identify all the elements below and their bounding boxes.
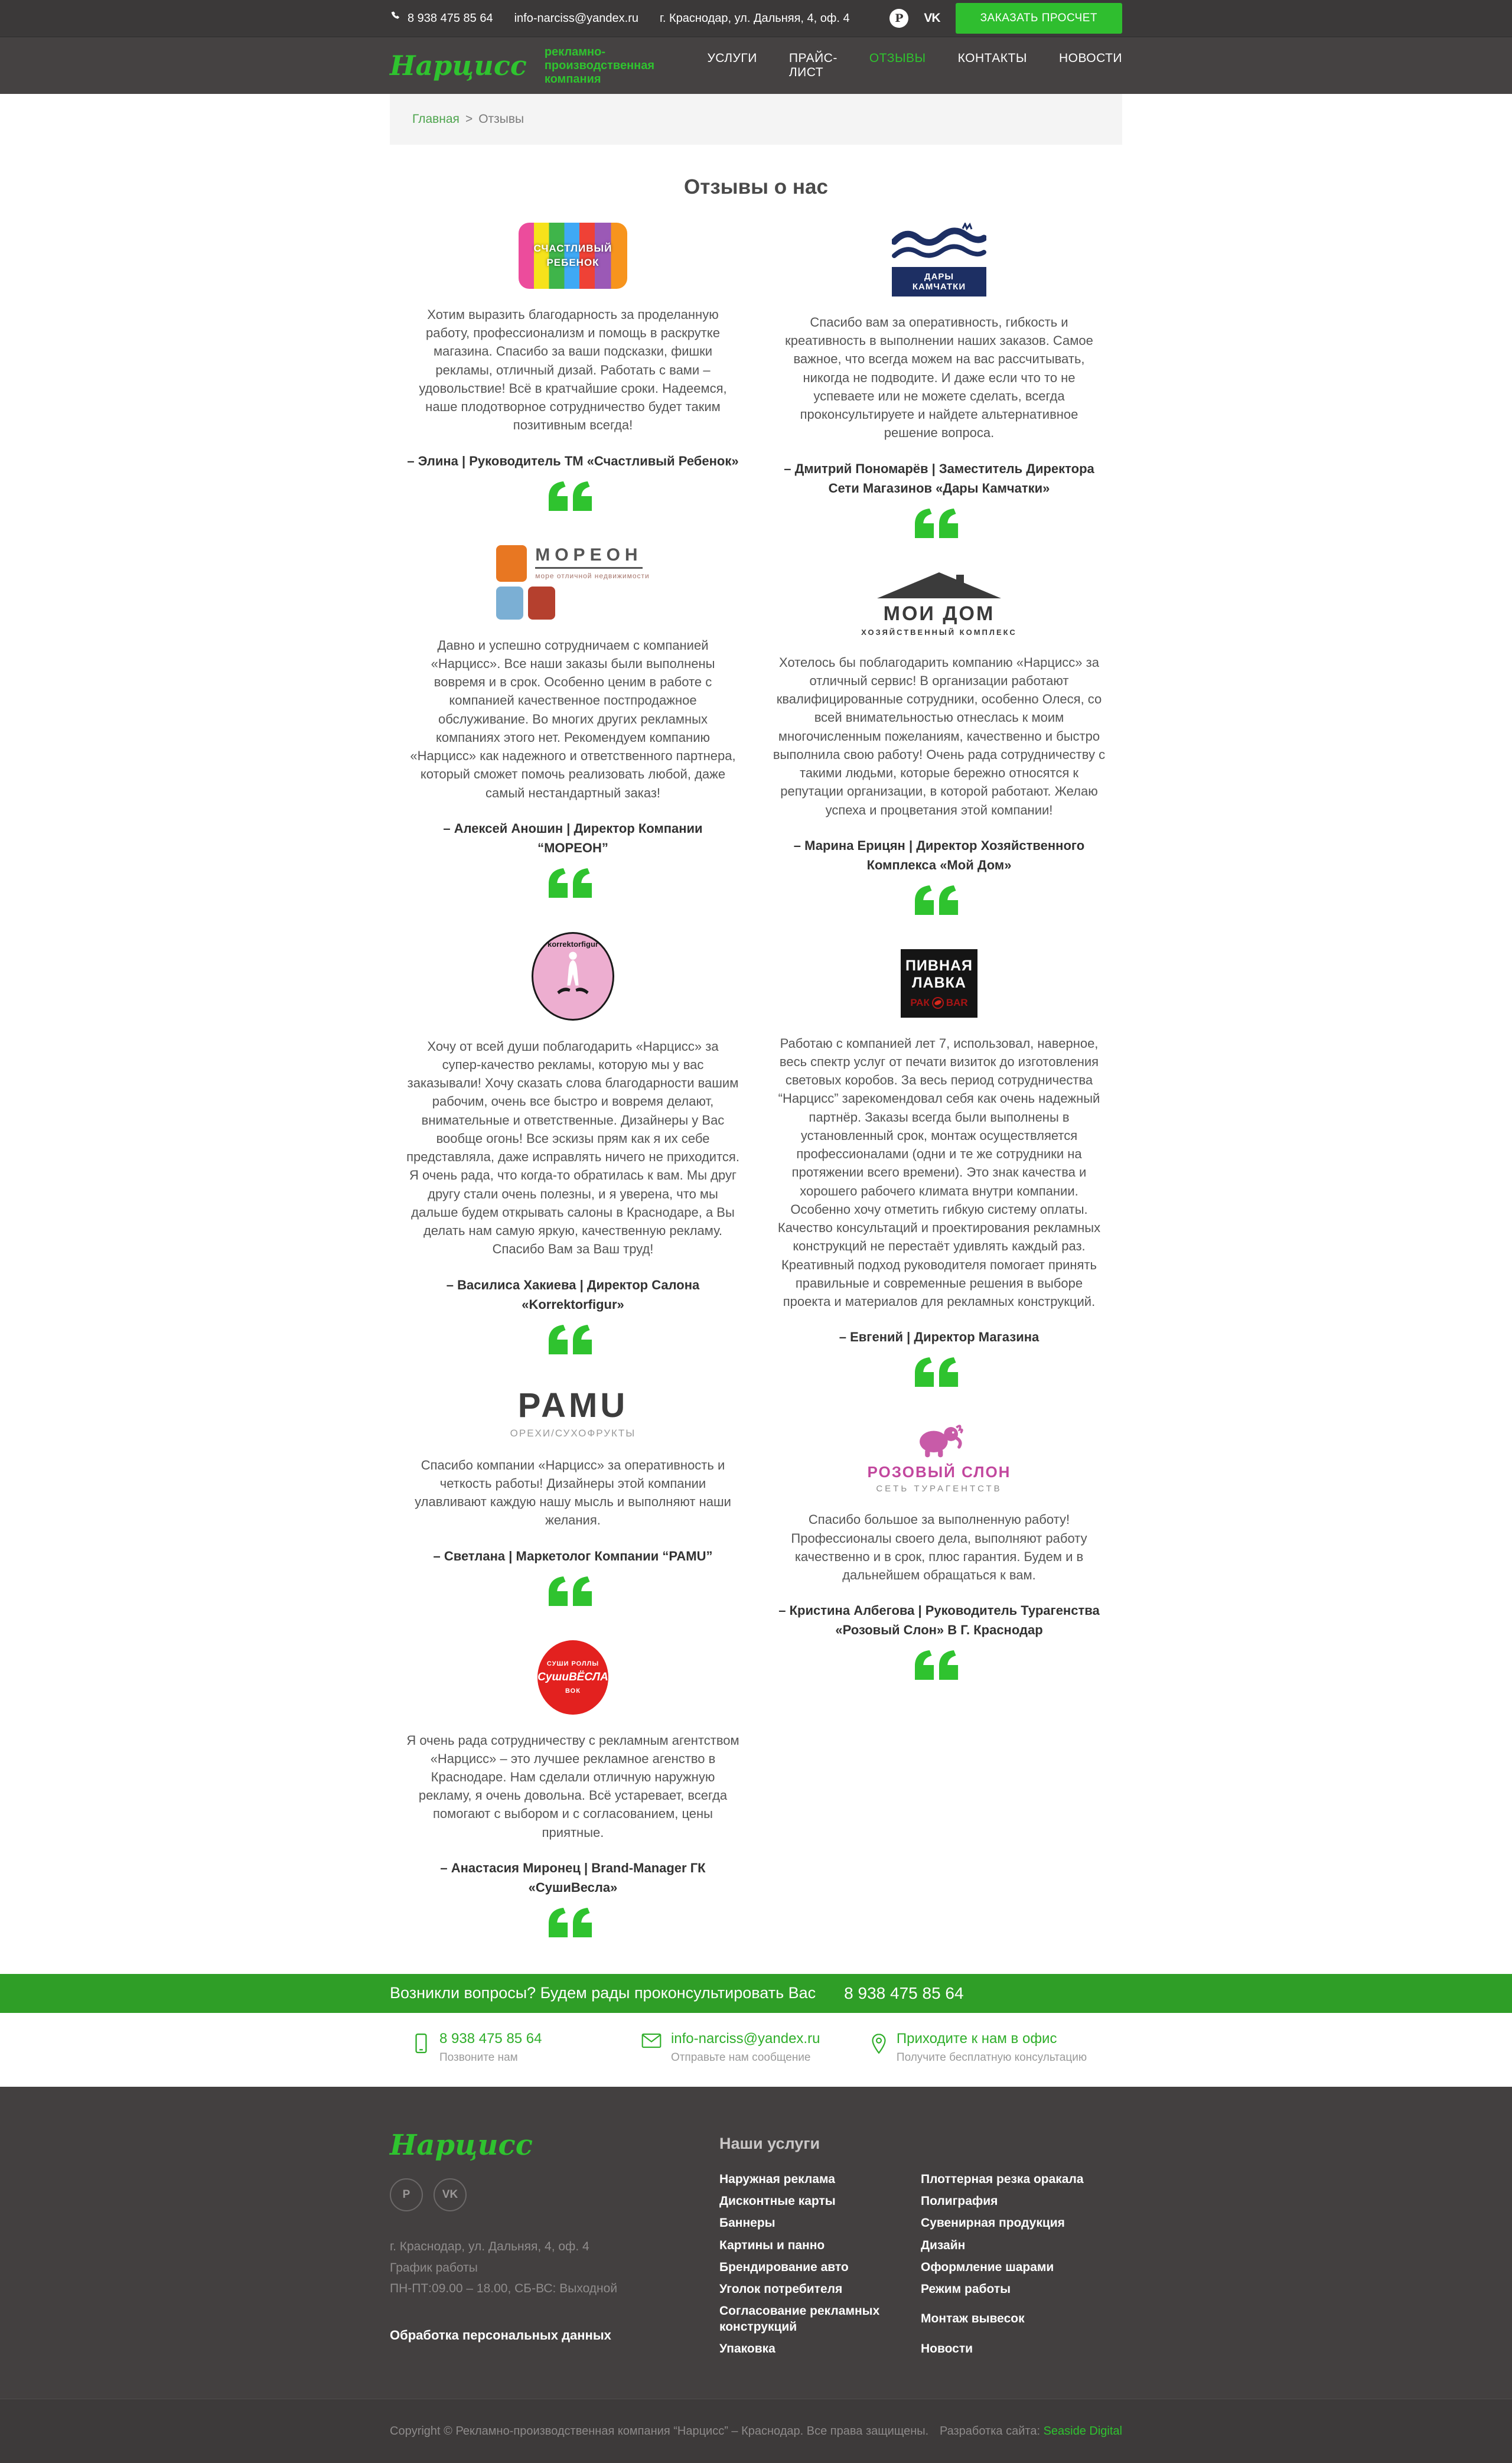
contact-phone-label: Позвоните нам (439, 2051, 518, 2064)
topbar-contacts (390, 11, 850, 26)
moreon-logo-squares (496, 587, 555, 620)
footer-brand-logo[interactable]: Нарцисс (390, 2128, 533, 2162)
nav-item-services[interactable]: УСЛУГИ (707, 51, 757, 65)
footer-address-line: г. Краснодар, ул. Дальняя, 4, оф. 4 (390, 2239, 589, 2253)
review-sushivesla (406, 1640, 739, 1937)
reviews-column-right (756, 223, 1122, 1714)
credits-label: Разработка сайта: (939, 2424, 1041, 2438)
sushivesla-logo-top: СУШИ РОЛЛЫ (546, 1660, 599, 1667)
sushivesla-logo (537, 1640, 608, 1715)
quote-icon (915, 509, 963, 538)
pivnaya-lavka-logo (901, 949, 977, 1018)
top-bar (0, 0, 1512, 37)
review-text: Хотелось бы поблагодарить компанию «Нарцисс» за отличный сервис! В организации работают квалифицированные сотрудники, особенно Олеся, со всей внимательностью отнеслась к моим многочисленным пожеланиям, качественно и быстро выполнила свою работу! Очень рада сотрудничеству с такими людьми, которые бережно относятся к репутации организации, в которой работают. Желаю успеха и процветания этой компании! (773, 654, 1106, 817)
pivnaya-lavka-bar: BAR (946, 996, 968, 1008)
review-author: – Василиса Хакиева | Директор Салона «Korrektorfigur» (446, 1277, 700, 1312)
happy-child-logo-line1: СЧАСТЛИВЫЙ (533, 243, 612, 254)
nav-item-news[interactable]: НОВОСТИ (1058, 51, 1122, 65)
quote-icon (549, 1325, 597, 1354)
review-text: Давно и успешно сотрудничаем с компанией «Нарцисс». Все наши заказы были выполнены вовремя и в срок. Особенно ценим в работе с компанией качественное постпродажное обслуживание. Во многих других рекламных компаниях этого нет. Рекомендуем компанию «Нарцисс» как надежного и ответственного партнера, который сможет помочь реализовать любой, даже самый нестандартный заказ! (410, 637, 736, 800)
review-moy-dom (773, 572, 1106, 915)
pamu-logo-title: PAMU (517, 1386, 628, 1425)
brand-tagline: рекламно-производственная компания (544, 45, 655, 86)
topbar-phone[interactable] (390, 11, 493, 26)
review-text: Спасибо вам за оперативность, гибкость и креативность в выполнении наших заказов. Самое важное, что всегда можем на вас рассчитывать, никогда не подводите. И даже если что то не успеваете или не можете сделать, всегда проконсультируете и найдете альтернативное решение вопроса. (785, 315, 1093, 441)
review-korrektorfigur (406, 932, 739, 1354)
review-author: – Дмитрий Пономарёв | Заместитель Директора Сети Магазинов «Дары Камчатки» (784, 461, 1094, 496)
review-text: Хотим выразить благодарность за проделанную работу, профессионализм и помощь в раскрутке магазина. Спасибо за ваши подсказки, фишки рекламы, отличный дизай. Работать с вами – удовольствие! Всё в кратчайшие сроки. Надеемся, наше плодотворное сотрудничество будет таким позитивным всегда! (419, 307, 727, 433)
topbar-phone-number[interactable]: 8 938 475 85 64 (408, 11, 493, 25)
review-happy-child (406, 223, 739, 511)
topbar-address: г. Краснодар, ул. Дальняя, 4, оф. 4 (659, 11, 850, 25)
pivnaya-lavka-logo-line1: ПИВНАЯ (905, 957, 973, 974)
pamu-logo-tagline: ОРЕХИ/СУХОФРУКТЫ (510, 1427, 636, 1439)
service-link-news[interactable]: Новости (921, 2341, 973, 2356)
footer-services (719, 2131, 1122, 2363)
site-credits (940, 2425, 1122, 2438)
footer-schedule-label: График работы (390, 2260, 478, 2275)
contact-phone (412, 2031, 641, 2064)
quote-icon (549, 1576, 597, 1606)
review-text: Спасибо компании «Нарцисс» за оперативность и четкость работы! Дизайнеры этой компании улавливают каждую нашу мысль и выполняют наши желания. (415, 1457, 731, 1528)
contact-phone-value[interactable]: 8 938 475 85 64 (439, 2030, 542, 2047)
contact-email-value[interactable]: info-narciss@yandex.ru (670, 2030, 820, 2047)
phone-icon (390, 11, 402, 26)
pink-elephant-logo (868, 1421, 1011, 1494)
service-link-consumer-corner[interactable]: Уголок потребителя (719, 2282, 843, 2296)
moreon-logo-tagline: море отличной недвижимости (535, 571, 650, 580)
personal-data-link[interactable]: Обработка персональных данных (390, 2327, 611, 2343)
happy-child-logo (519, 223, 627, 289)
review-author: – Элина | Руководитель ТМ «Счастливый Ребенок» (407, 453, 739, 468)
service-link-approval[interactable]: Согласование рекламных конструкций (719, 2304, 880, 2334)
quote-icon (549, 1908, 597, 1937)
contact-email (641, 2031, 871, 2064)
review-pamu (406, 1386, 739, 1606)
envelope-icon (641, 2031, 662, 2051)
korrektorfigur-logo-title: korrektorfigur (548, 939, 598, 949)
quote-icon (549, 868, 597, 898)
reviews-page (390, 175, 1122, 1972)
footer-left (390, 2128, 719, 2363)
happy-child-logo-line2: РЕБЕНОК (546, 257, 599, 268)
moreon-logo (496, 545, 650, 620)
nav-item-reviews[interactable]: ОТЗЫВЫ (869, 51, 926, 65)
service-link-work-mode[interactable]: Режим работы (921, 2282, 1011, 2296)
review-author: – Светлана | Маркетолог Компании “PAMU” (433, 1548, 713, 1563)
service-link-printing[interactable]: Полиграфия (921, 2194, 998, 2208)
moreon-logo-top (496, 545, 650, 582)
crayfish-icon (932, 997, 944, 1009)
pink-elephant-logo-tagline: СЕТЬ ТУРАГЕНТСТВ (876, 1484, 1002, 1494)
cta-text: Возникли вопросы? Будем рады проконсультировать Вас (390, 1984, 816, 2002)
mobile-phone-icon (412, 2031, 430, 2057)
service-link-plotter-cutting[interactable]: Плоттерная резка оракала (921, 2172, 1084, 2186)
review-author: – Евгений | Директор Магазина (839, 1330, 1040, 1345)
review-pivnaya-lavka (773, 949, 1106, 1387)
pamu-logo (510, 1386, 636, 1439)
moy-dom-logo-tagline: ХОЗЯЙСТВЕННЫЙ КОМПЛЕКС (861, 627, 1017, 637)
bottom-bar (0, 2399, 1512, 2463)
contacts-row (390, 2013, 1122, 2087)
contact-email-label: Отправьте нам сообщение (670, 2051, 811, 2064)
pinterest-icon[interactable]: P (390, 2178, 423, 2211)
reviews-column-left (390, 223, 756, 1972)
review-pink-elephant (773, 1421, 1106, 1680)
breadcrumb-current: Отзывы (478, 112, 524, 126)
breadcrumb (390, 94, 1122, 145)
dary-kamchatki-logo-title: ДАРЫ КАМЧАТКИ (892, 267, 986, 297)
quote-icon (915, 885, 963, 915)
footer (0, 2087, 1512, 2463)
sushivesla-logo-bottom: ВОК (565, 1687, 581, 1695)
nav-menu (707, 51, 1122, 80)
pinterest-icon[interactable]: P (889, 9, 908, 28)
order-calculation-button[interactable]: ЗАКАЗАТЬ ПРОСЧЕТ (956, 3, 1122, 34)
breadcrumb-wrap (0, 94, 1512, 145)
woman-silhouette-icon (551, 949, 595, 1000)
review-moreon (406, 545, 739, 898)
service-link-panels[interactable]: Картины и панно (719, 2238, 825, 2252)
contact-office-value[interactable]: Приходите к нам в офис (896, 2030, 1057, 2047)
review-text: Я очень рада сотрудничеству с рекламным агентством «Нарцисс» – это лучшее рекламное агенство в Краснодаре. Нам сделали отличную наружную рекламу, я очень довольна. Всё устаревает, всегда помогают с выбором и с согласованием, цены приятные. (406, 1732, 739, 1840)
moreon-logo-text (535, 545, 650, 580)
pivnaya-lavka-rak: РАК (910, 996, 930, 1008)
pivnaya-lavka-logo-line2: ЛАВКА (912, 975, 966, 992)
pink-elephant-logo-title: РОЗОВЫЙ СЛОН (867, 1463, 1011, 1481)
main-nav (0, 37, 1512, 94)
moreon-red-square (528, 587, 555, 620)
house-roof-icon (877, 572, 1001, 601)
footer-address (390, 2236, 719, 2299)
topbar-email[interactable]: info-narciss@yandex.ru (514, 11, 638, 25)
elephant-icon (907, 1421, 972, 1462)
review-dary-kamchatki (773, 223, 1106, 538)
reviews-grid (390, 223, 1122, 1972)
review-text: Работаю с компанией лет 7, использовал, наверное, весь спектр услуг от печати визиток до изготовления световых коробов. За весь период сотрудничества “Нарцисс” зарекомендовал себя как очень надежный партнёр. Заказы всегда были выполнены в установленный срок, монтаж осуществляется профессионалами (одни и те же сотрудники на протяжении всего времени). Это знак качества и хорошего рабочего климата внутри компании. Особенно хочу отметить гибкую систему оплаты. Качество консультаций и проектирования рекламных конструкций не перестаёт удивлять каждый раз. Креативный подход руководителя помогает принять правильные и современные решения в выборе проекта и материалов для рекламных конструкций. (777, 1035, 1101, 1309)
korrektorfigur-logo (532, 932, 614, 1021)
service-link-car-branding[interactable]: Брендирование авто (719, 2260, 849, 2274)
footer-services-title: Наши услуги (719, 2134, 820, 2152)
moreon-logo-title: МОРЕОН (535, 545, 642, 569)
review-author: – Кристина Албегова | Руководитель Турагенства «Розовый Слон» В Г. Краснодар (778, 1603, 1100, 1638)
brand-logo[interactable]: Нарцисс (390, 50, 527, 82)
dary-kamchatki-logo (892, 223, 986, 297)
service-link-balloons[interactable]: Оформление шарами (921, 2260, 1054, 2274)
review-author: – Марина Ерицян | Директор Хозяйственного Комплекса «Мой Дом» (793, 838, 1085, 872)
service-link-souvenirs[interactable]: Сувенирная продукция (921, 2216, 1065, 2230)
page-title: Отзывы о нас (684, 175, 828, 198)
quote-icon (915, 1650, 963, 1680)
moy-dom-logo-title: МОИ ДОМ (883, 602, 995, 625)
service-link-packaging[interactable]: Упаковка (719, 2341, 775, 2356)
footer-schedule-hours: ПН-ПТ:09.00 – 18.00, СБ-ВС: Выходной (390, 2282, 618, 2296)
footer-services-col2 (921, 2172, 1122, 2363)
vk-icon[interactable]: VK (434, 2178, 467, 2211)
service-link-sign-installation[interactable]: Монтаж вывесок (921, 2312, 1025, 2326)
moreon-blue-square (496, 587, 523, 620)
contact-office (871, 2031, 1100, 2064)
copyright-text: Copyright © Рекламно-производственная компания “Нарцисс” – Краснодар. Все права защищены. (390, 2424, 929, 2438)
contact-office-label: Получите бесплатную консультацию (896, 2051, 1087, 2064)
quote-icon (549, 481, 597, 511)
credits-link[interactable]: Seaside Digital (1043, 2424, 1122, 2438)
review-author: – Алексей Аношин | Директор Компании “МОРЕОН” (443, 820, 703, 855)
nav-item-pricelist[interactable]: ПРАЙС-ЛИСТ (788, 51, 838, 79)
service-link-design[interactable]: Дизайн (921, 2238, 966, 2252)
quote-icon (915, 1357, 963, 1387)
review-text: Спасибо большое за выполненную работу! Профессионалы своего дела, выполняют работу качественно и в срок, плюс гарантия. Будем и в дальнейшем обращаться к вам. (791, 1512, 1087, 1582)
map-pin-icon (871, 2031, 887, 2057)
moreon-orange-square (496, 545, 527, 582)
cta-bar (0, 1974, 1512, 2013)
nav-item-contacts[interactable]: КОНТАКТЫ (957, 51, 1027, 65)
footer-socials (390, 2178, 719, 2211)
review-text: Хочу от всей души поблагодарить «Нарцисс» за супер-качество рекламы, которую мы у вас заказывали! Хочу сказать слова благодарности вашим рабочим, очень все быстро и вовремя делают, внимательные и ответственные. Дизайнеры у Вас вообще огонь! Все эскизы прям как я их себе представляла, даже исправлять ничего не приходится. Я очень рада, что когда-то обратилась к вам. Мы друг другу стали очень полезны, и я уверена, что мы дальше будем открывать салоны в Краснодаре, а Вы делать нам самую яркую, качественную рекламу. Спасибо Вам за Ваш труд! (406, 1038, 739, 1257)
service-link-outdoor[interactable]: Наружная реклама (719, 2172, 835, 2186)
waves-icon (892, 223, 986, 267)
review-author: – Анастасия Миронец | Brand-Manager ГК «СушиВесла» (440, 1860, 706, 1895)
footer-services-col1 (719, 2172, 921, 2363)
breadcrumb-separator: > (465, 112, 473, 126)
vk-icon[interactable]: VK (924, 11, 940, 25)
sushivesla-logo-title: СушиВЁСЛА (537, 1670, 608, 1683)
moy-dom-logo (861, 572, 1017, 637)
service-link-banners[interactable]: Баннеры (719, 2216, 775, 2230)
service-link-discount-cards[interactable]: Дисконтные карты (719, 2194, 836, 2208)
pivnaya-lavka-logo-sub (910, 997, 967, 1009)
topbar-actions (889, 3, 1122, 34)
cta-phone: 8 938 475 85 64 (844, 1983, 964, 2002)
breadcrumb-home-link[interactable]: Главная (412, 112, 460, 126)
